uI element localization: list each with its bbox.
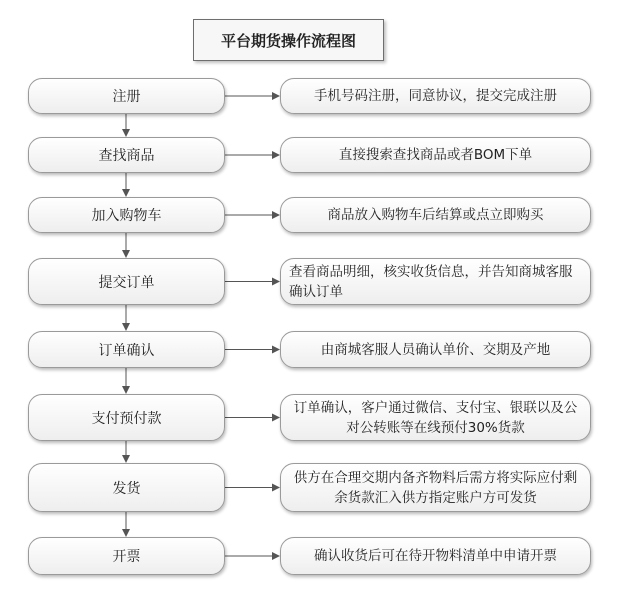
step-add-to-cart-desc: 商品放入购物车后结算或点立即购买 <box>280 197 591 233</box>
step-order-confirm: 订单确认 <box>28 331 225 368</box>
step-prepayment: 支付预付款 <box>28 394 225 441</box>
step-order-confirm-desc: 由商城客服人员确认单价、交期及产地 <box>280 331 591 368</box>
step-find-goods-desc: 直接搜索查找商品或者BOM下单 <box>280 137 591 173</box>
step-invoice: 开票 <box>28 537 225 575</box>
step-shipping: 发货 <box>28 463 225 512</box>
step-prepayment-desc: 订单确认，客户通过微信、支付宝、银联以及公对公转账等在线预付30%货款 <box>280 394 591 441</box>
step-submit-order: 提交订单 <box>28 258 225 305</box>
step-invoice-desc: 确认收货后可在待开物料清单中申请开票 <box>280 537 591 575</box>
step-register: 注册 <box>28 78 225 114</box>
step-add-to-cart: 加入购物车 <box>28 197 225 233</box>
diagram-title: 平台期货操作流程图 <box>193 19 384 61</box>
step-submit-order-desc: 查看商品明细，核实收货信息，并告知商城客服确认订单 <box>280 258 591 305</box>
step-register-desc: 手机号码注册，同意协议，提交完成注册 <box>280 78 591 114</box>
step-shipping-desc: 供方在合理交期内备齐物料后需方将实际应付剩余货款汇入供方指定账户方可发货 <box>280 463 591 512</box>
step-find-goods: 查找商品 <box>28 137 225 173</box>
